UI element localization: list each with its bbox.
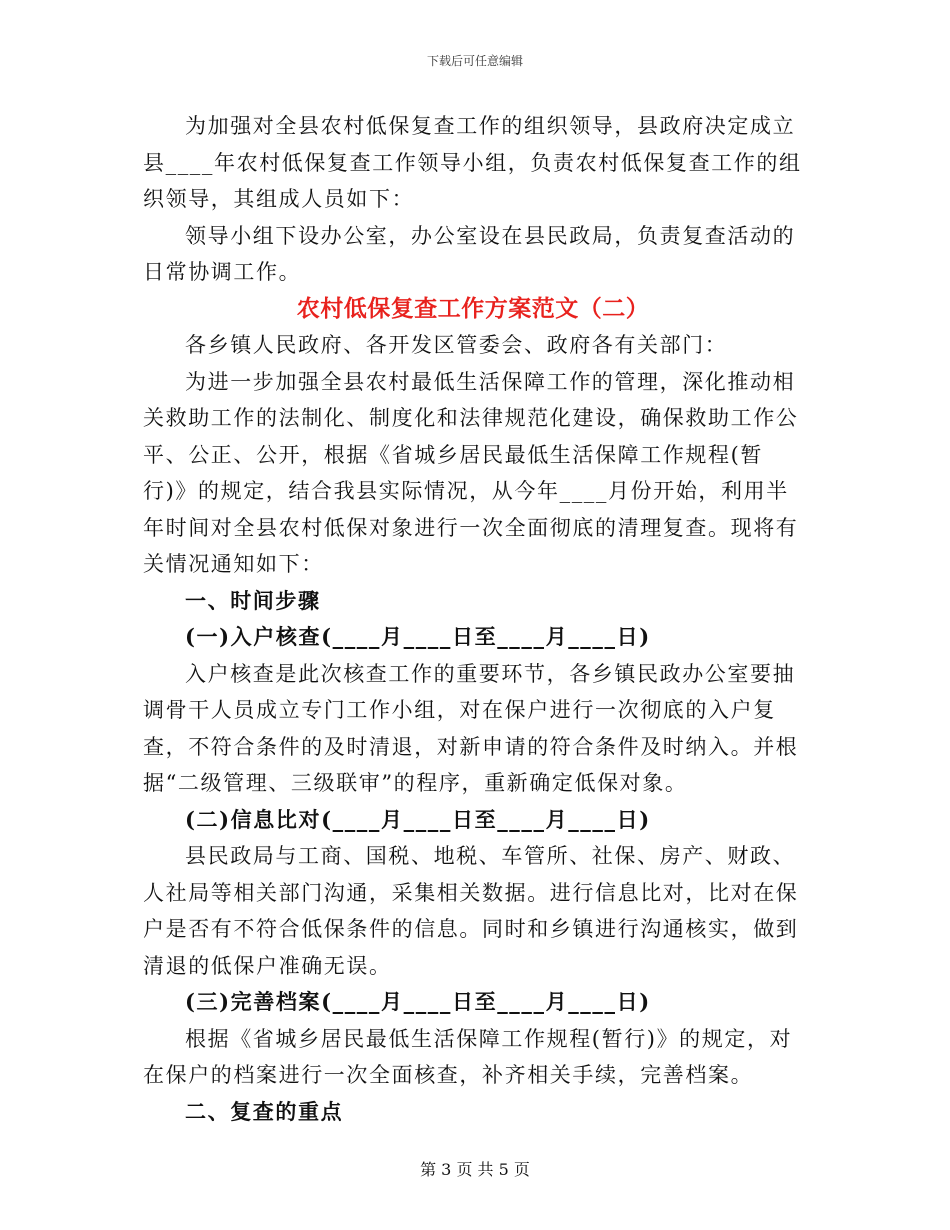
page-footer: 第 3 页 共 5 页 xyxy=(420,1160,530,1179)
paragraph: 县民政局与工商、国税、地税、车管所、社保、房产、财政、人社局等相关部门沟通，采集相关数据。进行信息比对，比对在保户是否有不符合低保条件的信息。同时和乡镇进行沟通核实，做到清退的低保户准确无误。 xyxy=(143,844,799,978)
subheading-archive: (三)完善档案(____月____日至____月____日) xyxy=(185,989,651,1014)
heading-time-steps: 一、时间步骤 xyxy=(185,587,321,613)
paragraph: 各乡镇人民政府、各开发区管委会、政府各有关部门： xyxy=(185,333,728,357)
section-title: 农村低保复查工作方案范文（二） xyxy=(296,294,650,322)
paragraph: 为进一步加强全县农村最低生活保障工作的管理，深化推动相关救助工作的法制化、制度化和法律规范化建设，确保救助工作公平、公正、公开，根据《省城乡居民最低生活保障工作规程(暂行)》的规定，结合我县实际情况，从今年____月份开始，利用半年时间对全县农村低保对象进行一次全面彻底的清理复查。现将有关情况通知如下： xyxy=(143,369,799,576)
subheading-household-check: (一)入户核查(____月____日至____月____日) xyxy=(185,624,651,649)
page-header: 下载后可任意编辑 xyxy=(426,54,523,68)
document-body xyxy=(143,108,803,1130)
heading-review-focus: 二、复查的重点 xyxy=(185,1098,344,1124)
paragraph: 为加强对全县农村低保复查工作的组织领导，县政府决定成立县____年农村低保复查工作领导小组，负责农村低保复查工作的组织领导，其组成人员如下： xyxy=(143,114,802,211)
paragraph: 入户核查是此次核查工作的重要环节，各乡镇民政办公室要抽调骨干人员成立专门工作小组，对在保户进行一次彻底的入户复查，不符合条件的及时清退，对新申请的符合条件及时纳入。并根据“二级管理、三级联审”的程序，重新确定低保对象。 xyxy=(143,661,799,795)
subheading-info-compare: (二)信息比对(____月____日至____月____日) xyxy=(185,806,651,832)
paragraph: 根据《省城乡居民最低生活保障工作规程(暂行)》的规定，对在保户的档案进行一次全面核查，补齐相关手续，完善档案。 xyxy=(143,1026,793,1087)
paragraph: 领导小组下设办公室，办公室设在县民政局，负责复查活动的日常协调工作。 xyxy=(143,223,796,284)
